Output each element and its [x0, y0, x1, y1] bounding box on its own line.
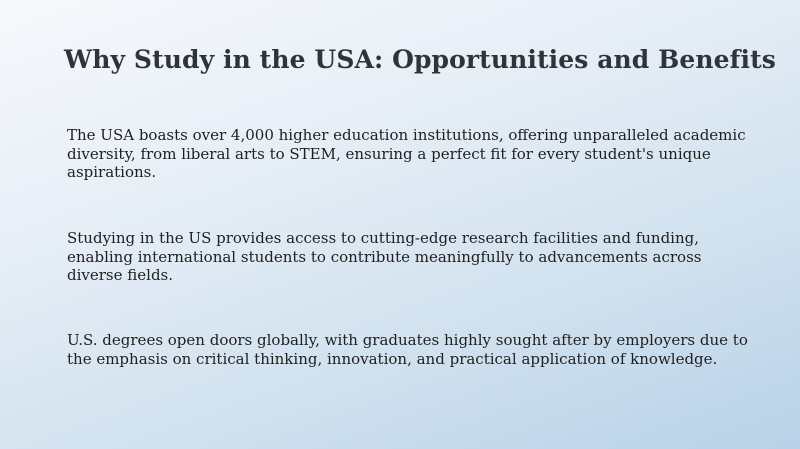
paragraph-institutions: The USA boasts over 4,000 higher education institutions, offering unparalleled academic diversity, from liberal arts to STEM, ensuring a perfect fit for every student's unique aspirations. [67, 126, 746, 181]
paragraph-careers: U.S. degrees open doors globally, with graduates highly sought after by employers due to the emphasis on critical thinking, innovation, and practical application of knowledge. [67, 331, 748, 368]
slide-title: Why Study in the USA: Opportunities and Benefits [64, 44, 776, 74]
paragraph-research: Studying in the US provides access to cutting-edge research facilities and funding, enabling international students to contribute meaningfully to advancements across diverse fields. [67, 229, 702, 284]
